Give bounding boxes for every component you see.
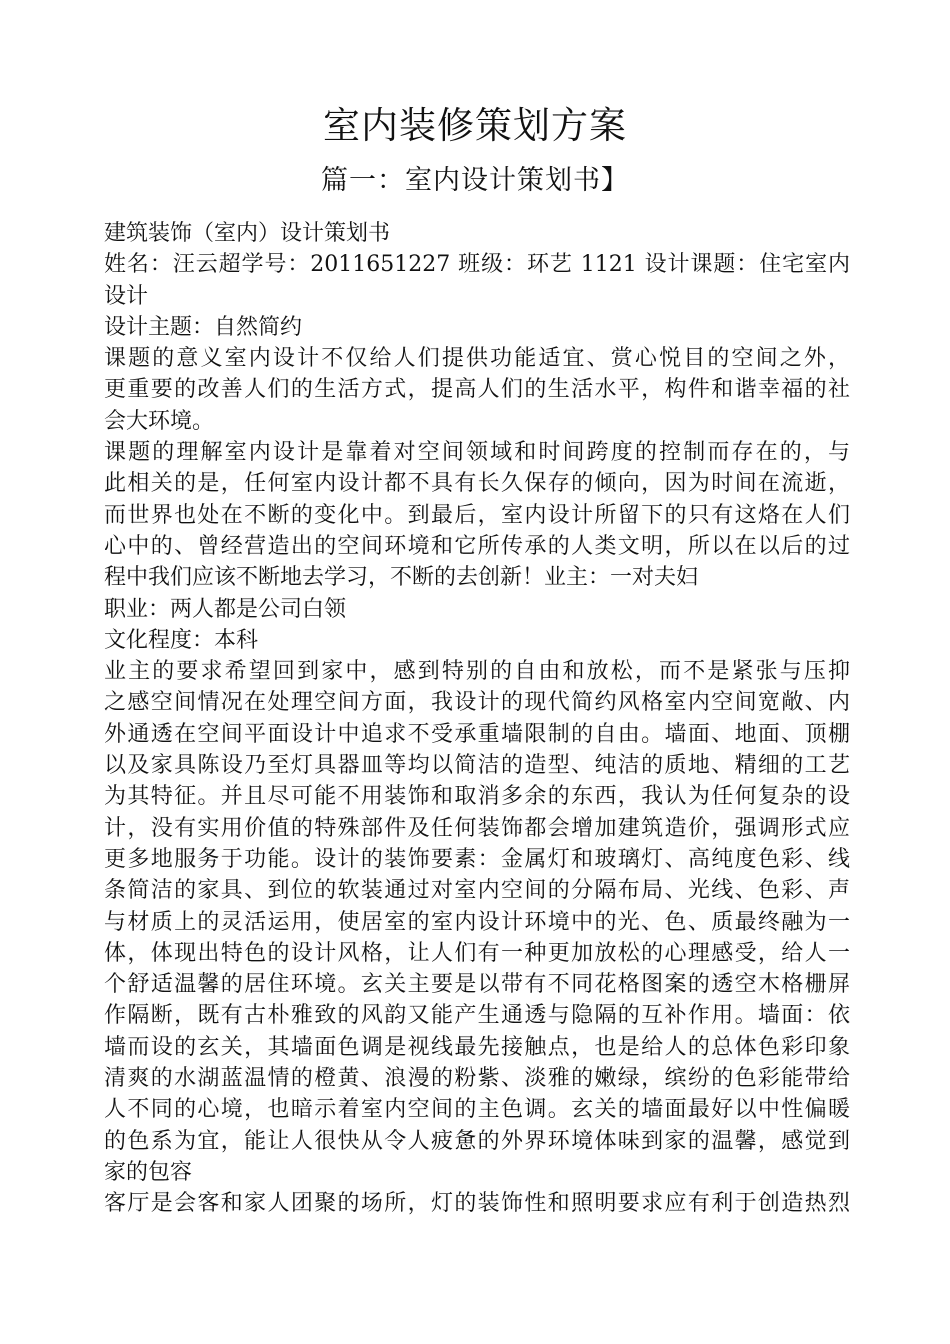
body-line: 程中我们应该不断地去学习，不断的去创新！业主：一对夫妇	[104, 565, 699, 591]
body-line: 此相关的是，任何室内设计都不具有长久保存的倾向，因为时间在流逝，	[104, 471, 850, 497]
body-line: 更重要的改善人们的生活方式，提高人们的生活水平，构件和谐幸福的社	[104, 377, 850, 403]
body-line: 客厅是会客和家人团聚的场所，灯的装饰性和照明要求应有利于创造热烈	[104, 1191, 850, 1217]
body-line: 外通透在空间平面设计中追求不受承重墙限制的自由。墙面、地面、顶棚	[104, 721, 850, 747]
body-line: 职业：两人都是公司白领	[104, 596, 347, 622]
body-line: 条简洁的家具、到位的软装通过对室内空间的分隔布局、光线、色彩、声	[104, 878, 850, 904]
body-line: 计，没有实用价值的特殊部件及任何装饰都会增加建筑造价，强调形式应	[104, 815, 850, 841]
body-line: 姓名：汪云超学号：2011651227 班级：环艺 1121 设计课题：住宅室内	[104, 252, 850, 278]
body-line: 以及家具陈设乃至灯具器皿等均以简洁的造型、纯洁的质地、精细的工艺	[104, 753, 850, 779]
body-line: 为其特征。并且尽可能不用装饰和取消多余的东西，我认为任何复杂的设	[104, 784, 850, 810]
body-line: 家的包容	[104, 1159, 193, 1185]
body-line: 业主的要求希望回到家中，感到特别的自由和放松，而不是紧张与压抑	[104, 659, 850, 685]
body-line: 的色系为宜，能让人很快从令人疲惫的外界环境体味到家的温馨，感觉到	[104, 1128, 850, 1154]
body-line: 心中的、曾经营造出的空间环境和它所传承的人类文明，所以在以后的过	[104, 533, 850, 559]
body-line: 会大环境。	[104, 408, 215, 434]
body-line: 墙而设的玄关，其墙面色调是视线最先接触点，也是给人的总体色彩印象	[104, 1034, 850, 1060]
body-line: 而世界也处在不断的变化中。到最后，室内设计所留下的只有这烙在人们	[104, 502, 850, 528]
document-title: 室内装修策划方案	[323, 104, 627, 147]
body-line: 课题的理解室内设计是靠着对空间领域和时间跨度的控制而存在的，与	[104, 440, 850, 466]
document-subtitle: 篇一：室内设计策划书】	[321, 165, 629, 196]
body-line: 更多地服务于功能。设计的装饰要素：金属灯和玻璃灯、高纯度色彩、线	[104, 846, 850, 872]
body-line: 体，体现出特色的设计风格，让人们有一种更加放松的心理感受，给人一	[104, 940, 850, 966]
body-line: 与材质上的灵活运用，使居室的室内设计环境中的光、色、质最终融为一	[104, 909, 850, 935]
body-line: 文化程度：本科	[104, 627, 259, 653]
body-line: 设计主题：自然简约	[104, 314, 303, 340]
body-line: 之感空间情况在处理空间方面，我设计的现代简约风格室内空间宽敞、内	[104, 690, 850, 716]
body-line: 作隔断，既有古朴雅致的风韵又能产生通透与隐隔的互补作用。墙面：依	[104, 1003, 850, 1029]
body-line: 建筑装饰（室内）设计策划书	[104, 221, 391, 246]
body-line: 课题的意义室内设计不仅给人们提供功能适宜、赏心悦目的空间之外，	[104, 346, 850, 372]
document-body	[104, 218, 850, 1220]
body-line: 设计	[104, 283, 149, 309]
body-line: 清爽的水湖蓝温情的橙黄、浪漫的粉紫、淡雅的嫩绿，缤纷的色彩能带给	[104, 1066, 850, 1092]
body-line: 个舒适温馨的居住环境。玄关主要是以带有不同花格图案的透空木格栅屏	[104, 972, 850, 998]
body-line: 人不同的心境，也暗示着室内空间的主色调。玄关的墙面最好以中性偏暖	[104, 1097, 850, 1123]
